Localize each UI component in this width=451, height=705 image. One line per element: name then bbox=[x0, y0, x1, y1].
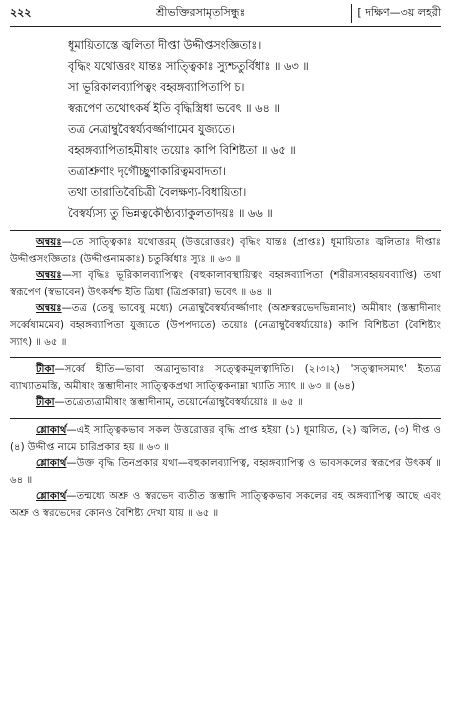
paragraph-label: অন্বয়ঃ bbox=[36, 237, 62, 248]
paragraph-text: —সা বৃদ্ধিঃ ভূরিকালব্যাপিত্বং (বহুকালাবস্থায়িত্বং বহ্বঙ্গব্যাপিতা (শরীরস্যবহ্বয়বব্যাপ্তি) তথা স্বরূপেণ (স্বভাবেন) উৎকর্ষশ্চ ইতি ত্রিধা (ত্রিপ্রকারা) ভবেৎ ॥ ৬৪ ॥ bbox=[10, 270, 441, 298]
verse-line: তথা তারাতিবৈচিত্রী বৈলক্ষণ্য-বিধায়িতা। bbox=[68, 186, 247, 199]
paragraph-text: —উক্ত বৃদ্ধি তিনপ্রকার যথা—বহুকালব্যাপিত্ব, বহ্বঙ্গব্যাপিত্ব ও ভাবসকলের স্বরূপের উৎকর্ষ ॥ ৬৪ ॥ bbox=[10, 458, 441, 486]
meaning-paragraph bbox=[10, 423, 441, 456]
paragraph-text: —তত্র (তেষু ভাবেষু মধ্যে) নেত্রাম্বুবৈস্বর্য্যবর্জ্জাণাং (অশ্রুস্বরভেদভিন্নানাং) অমীষাং (স্তম্ভাদীনাং সর্ব্বেষামমেব) বহ্বঙ্গব্যাপিতা যুজ্যতে (উপপদ্যতে) তয়োঃ (নেত্রাম্বুবৈস্বর্য্যয়োঃ) কাপি বিশিষ্টতা (বৈশিষ্ট্যং স্যাৎ) ॥ ৬৫ ॥ bbox=[10, 303, 441, 348]
paragraph-label: শ্লোকার্থ bbox=[36, 458, 67, 470]
meaning-paragraph bbox=[10, 489, 441, 522]
paragraph-text: —তত্রেত্যত্রামীষাং স্তম্ভাদীনাম্, তয়োর্নেত্রাম্বুবৈস্বর্য্যয়োঃ ॥ ৬৫ ॥ bbox=[54, 397, 303, 409]
paragraph-text: —তে সাত্ত্বিকাঃ যথোত্তরম্ (উত্তরোত্তরং) বৃদ্ধিং যান্তঃ (প্রাপ্তঃ) ধূমায়িতাঃ জ্বলিতাঃ দীপ্তাঃ উদ্দীপ্তসংজ্ঞিতাঃ (উদ্দীপ্তনামকাঃ) চতুর্ব্বিধাঃ স্যুঃ ॥ ৬৩ ॥ bbox=[10, 237, 441, 265]
paragraph-text: —এই সাত্ত্বিকভাব সকল উত্তরোত্তর বৃদ্ধি প্রাপ্ত হইয়া (১) ধূমায়িত, (২) জ্বলিত, (৩) দীপ্ত ও (৪) উদ্দীপ্ত নামে চারিপ্রকার হয় ॥ ৬৩ ॥ bbox=[10, 424, 441, 453]
tika-section bbox=[10, 358, 441, 412]
page-number: ২২২ bbox=[10, 6, 32, 19]
paragraph-label: টীকা bbox=[36, 364, 55, 376]
paragraph-label: অন্বয়ঃ bbox=[36, 303, 62, 315]
paragraph-text: —সর্ব্বে হীতি—ভাবা অত্রানুভাবাঃ সত্ত্বেকমূলত্বাদিতি। (২।৩।২) 'সত্ত্বাদসমাৎ' ইত্যত্র ব্যাখ্যাতমস্তি, অমীষাং স্তম্ভাদীনাং সাত্ত্বিকপ্রথা সাত্ত্বিকনাম্না খ্যাতি স্যাৎ ॥ ৬৩ ॥ (৬৪) bbox=[10, 364, 441, 392]
meaning-section bbox=[10, 419, 441, 523]
meaning-paragraph bbox=[10, 456, 441, 489]
tika-paragraph bbox=[10, 362, 441, 395]
paragraph-label: টীকা bbox=[36, 397, 55, 409]
commentary-paragraph bbox=[10, 268, 441, 301]
paragraph-label: অন্বয়ঃ bbox=[36, 270, 62, 282]
verse-line: তত্র নেত্রাম্বুবৈস্বর্য্যবর্জ্জাণামেব যুজ্যতে। bbox=[68, 123, 235, 136]
verse-line: বৃদ্ধিং যথোত্তরং যান্তঃ সাত্ত্বিকাঃ স্যুশ্চতুর্বিধাঃ ॥ ৬৩ ॥ bbox=[68, 60, 309, 73]
verse-line: সা ভূরিকালব্যাপিত্বং বহ্বঙ্গব্যাপিতাপি চ। bbox=[68, 81, 245, 94]
verse-line: স্বরূপেণ তথোৎকর্ষ ইতি বৃদ্ধিস্ত্রিধা ভবেৎ ॥ ৬৪ ॥ bbox=[68, 102, 280, 115]
verse-line: তত্রাশ্রুণাং দৃগৌচ্ছুণাকারিত্বমবাদতা। bbox=[68, 165, 226, 178]
tika-paragraph bbox=[10, 395, 441, 412]
paragraph-label: শ্লোকার্থ bbox=[36, 424, 67, 436]
paragraph-label: শ্লোকার্থ bbox=[36, 491, 67, 503]
commentary-paragraph bbox=[10, 235, 441, 268]
verse-line: ধূমায়িতাস্তে জ্বলিতা দীপ্তা উদ্দীপ্তসংজ্ঞিতাঃ। bbox=[68, 39, 262, 52]
page-header bbox=[10, 4, 441, 27]
verse-line: বৈস্বর্য্যস্য তু ভিন্নত্বকৌণ্ঠ্যব্যাকুলতাদয়ঃ ॥ ৬৬ ॥ bbox=[68, 207, 273, 220]
commentary-section bbox=[10, 231, 441, 351]
verse-block bbox=[10, 27, 441, 224]
verse-line: বহ্বঙ্গব্যাপিতাহমীষাং তয়োঃ কাপি বিশিষ্টতা ॥ ৬৫ ॥ bbox=[68, 144, 296, 157]
commentary-paragraph bbox=[10, 301, 441, 351]
paragraph-text: —তন্মধ্যে অশ্রু ও স্বরভেদ ব্যতীত স্তম্ভাদি সাত্ত্বিকভাব সকলের বহ অঙ্গব্যাপিত্ব আছে এবং অশ্রু ও স্বরভেদের কোনও বৈশিষ্ট্য দেখা যায় ॥ ৬৫ ॥ bbox=[10, 491, 441, 519]
section-title: [ দক্ষিণ—৩য় লহরী bbox=[351, 4, 441, 23]
book-title: শ্রীভক্তিরসামৃতসিন্ধুঃ bbox=[156, 6, 246, 19]
